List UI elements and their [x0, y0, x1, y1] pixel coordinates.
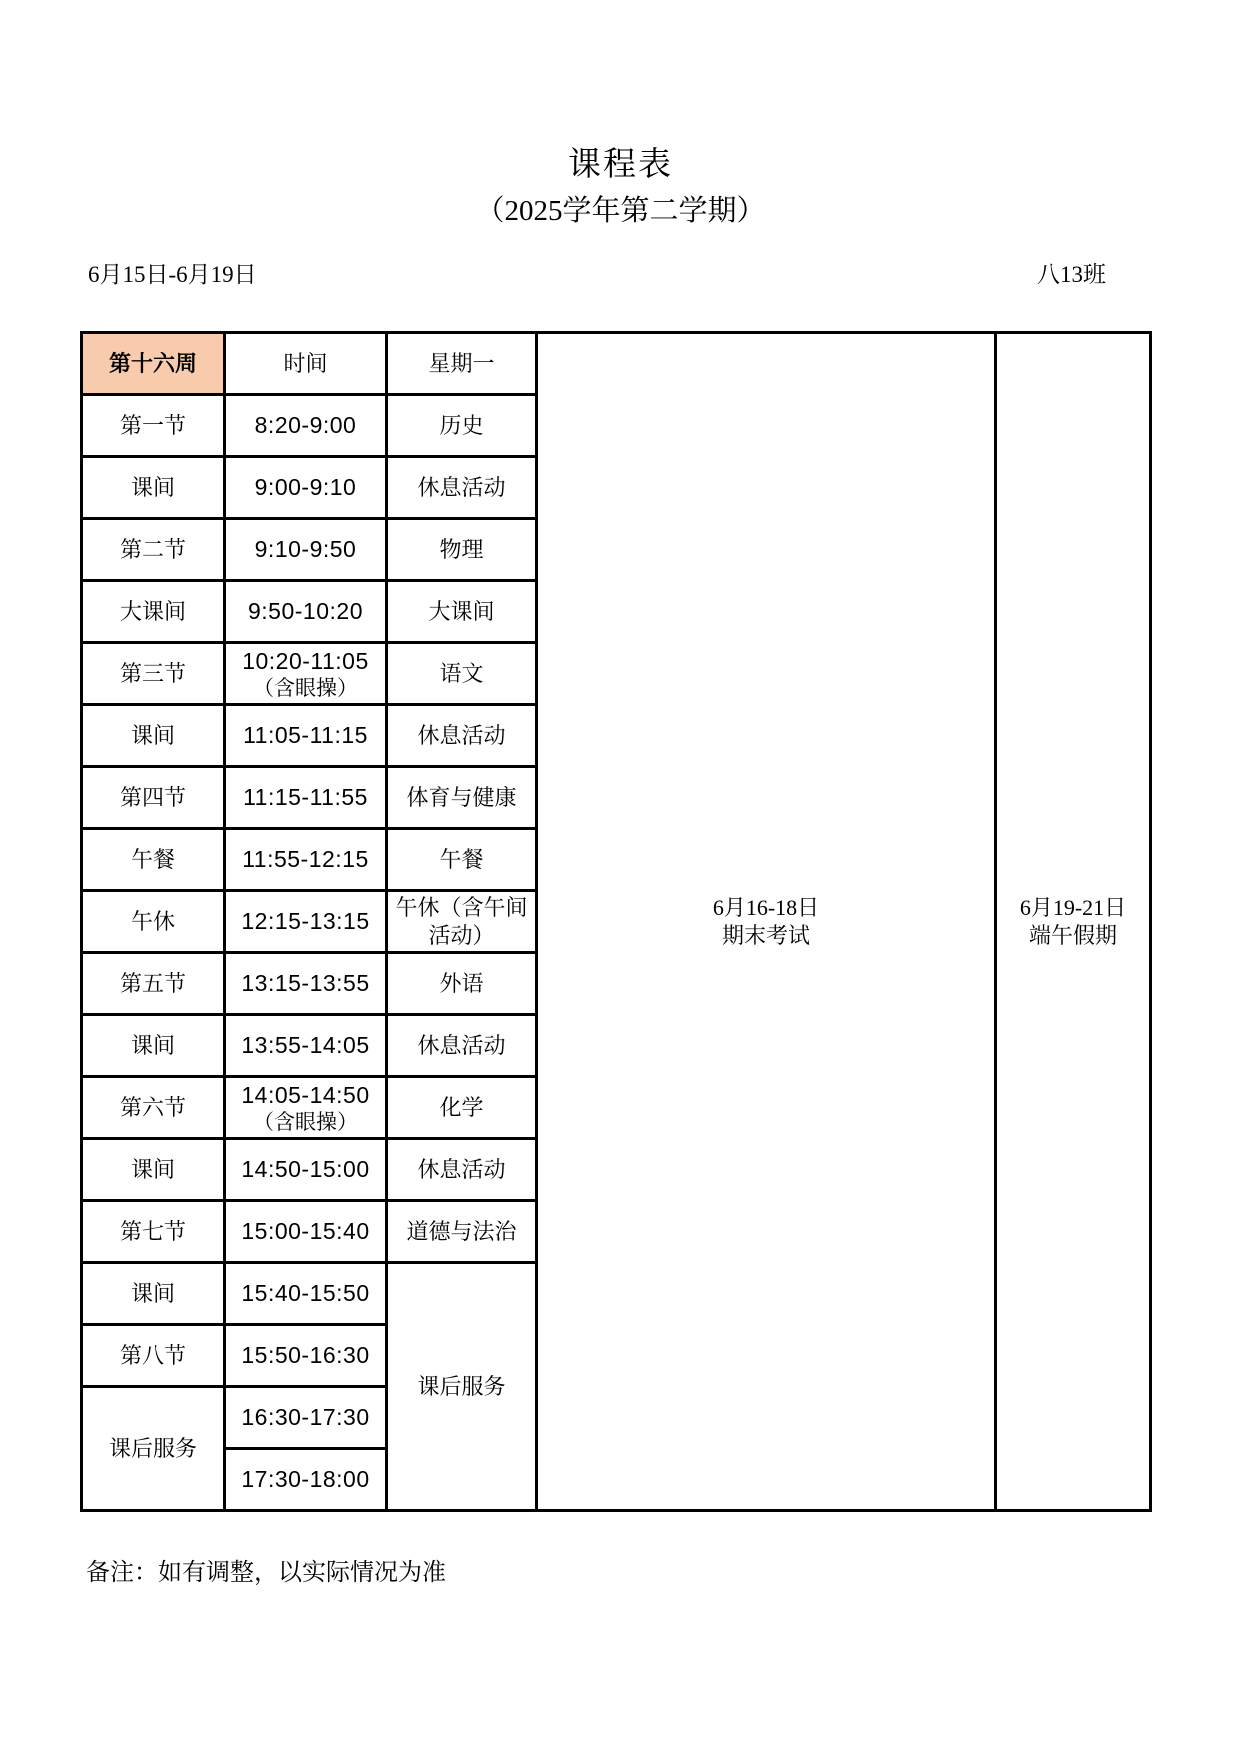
time-cell: [225, 953, 387, 1015]
subject-cell: 语文: [387, 643, 537, 705]
period-cell: 第一节: [82, 395, 225, 457]
period-cell: 第四节: [82, 767, 225, 829]
period-cell: 第三节: [82, 643, 225, 705]
period-cell: 午休: [82, 891, 225, 953]
time-value: 9:00-9:10: [254, 474, 357, 501]
holiday-label: 端午假期: [1028, 922, 1117, 948]
time-value: 9:10-9:50: [254, 536, 357, 563]
subject-cell: 道德与法治: [387, 1201, 537, 1263]
period-cell: 课间: [82, 1139, 225, 1201]
time-cell: [225, 1387, 387, 1449]
holiday-cell: [996, 333, 1151, 1511]
time-cell: [225, 829, 387, 891]
period-cell: 第六节: [82, 1077, 225, 1139]
period-cell: 课间: [82, 1015, 225, 1077]
schedule-table: [80, 331, 1152, 1512]
subject-cell: 历史: [387, 395, 537, 457]
time-cell: [225, 705, 387, 767]
after-school-period-cell: 课后服务: [82, 1387, 225, 1511]
time-cell: [225, 767, 387, 829]
week-header-cell: 第十六周: [82, 333, 225, 395]
time-value: 11:55-12:15: [242, 846, 369, 873]
time-cell: [225, 457, 387, 519]
time-cell: [225, 519, 387, 581]
subject-cell: 午餐: [387, 829, 537, 891]
time-value: 16:30-17:30: [241, 1404, 370, 1431]
period-cell: 第二节: [82, 519, 225, 581]
time-value: 17:30-18:00: [241, 1466, 370, 1493]
page-subtitle: （2025学年第二学期）: [475, 194, 766, 227]
time-value: 15:00-15:40: [241, 1218, 370, 1245]
period-cell: 第七节: [82, 1201, 225, 1263]
time-value: 14:50-15:00: [241, 1156, 370, 1183]
time-value: 10:20-11:05: [242, 648, 369, 675]
time-cell: [225, 1139, 387, 1201]
time-cell: [225, 1201, 387, 1263]
time-value: 13:15-13:55: [241, 970, 370, 997]
subject-cell: 物理: [387, 519, 537, 581]
time-note: （含眼操）: [253, 675, 358, 700]
time-value: 13:55-14:05: [241, 1032, 370, 1059]
time-value: 11:15-11:55: [243, 784, 368, 811]
class-name-label: 八13班: [1037, 262, 1106, 287]
time-value: 14:05-14:50: [241, 1082, 370, 1109]
page-title: 课程表: [568, 147, 673, 183]
time-value: 11:05-11:15: [243, 722, 368, 749]
time-note: （含眼操）: [253, 1109, 358, 1134]
time-cell: [225, 395, 387, 457]
time-cell: [225, 643, 387, 705]
day-header-cell: 星期一: [387, 333, 537, 395]
time-value: 12:15-13:15: [241, 908, 370, 935]
subject-cell: 体育与健康: [387, 767, 537, 829]
time-value: 15:40-15:50: [241, 1280, 370, 1307]
time-cell: [225, 891, 387, 953]
holiday-dates: 6月19-21日: [1019, 895, 1127, 920]
time-cell: [225, 1077, 387, 1139]
time-cell: [225, 581, 387, 643]
subject-cell: 外语: [387, 953, 537, 1015]
time-cell: [225, 1015, 387, 1077]
time-value: 9:50-10:20: [248, 598, 363, 625]
subject-cell: 午休（含午间活动）: [387, 891, 537, 953]
time-cell: [225, 1325, 387, 1387]
header-row: [82, 333, 1151, 395]
footer-note: 备注：如有调整，以实际情况为准: [86, 1560, 446, 1586]
exam-cell: [537, 333, 996, 1511]
title-block: [0, 144, 1241, 231]
period-cell: 第五节: [82, 953, 225, 1015]
exam-label: 期末考试: [721, 922, 810, 948]
meta-row: [80, 256, 1149, 289]
period-cell: 课间: [82, 705, 225, 767]
time-header-cell: 时间: [225, 333, 387, 395]
after-school-monday-cell: 课后服务: [387, 1263, 537, 1511]
date-range-label: 6月15日-6月19日: [88, 262, 257, 287]
subject-cell: 化学: [387, 1077, 537, 1139]
subject-cell: 休息活动: [387, 1015, 537, 1077]
time-cell: [225, 1449, 387, 1511]
period-cell: 大课间: [82, 581, 225, 643]
subject-cell: 休息活动: [387, 457, 537, 519]
exam-dates: 6月16-18日: [712, 895, 820, 920]
time-value: 15:50-16:30: [241, 1342, 370, 1369]
period-cell: 第八节: [82, 1325, 225, 1387]
time-value: 8:20-9:00: [254, 412, 357, 439]
period-cell: 课间: [82, 1263, 225, 1325]
subject-cell: 休息活动: [387, 1139, 537, 1201]
period-cell: 午餐: [82, 829, 225, 891]
subject-cell: 休息活动: [387, 705, 537, 767]
subject-cell: 大课间: [387, 581, 537, 643]
time-cell: [225, 1263, 387, 1325]
period-cell: 课间: [82, 457, 225, 519]
